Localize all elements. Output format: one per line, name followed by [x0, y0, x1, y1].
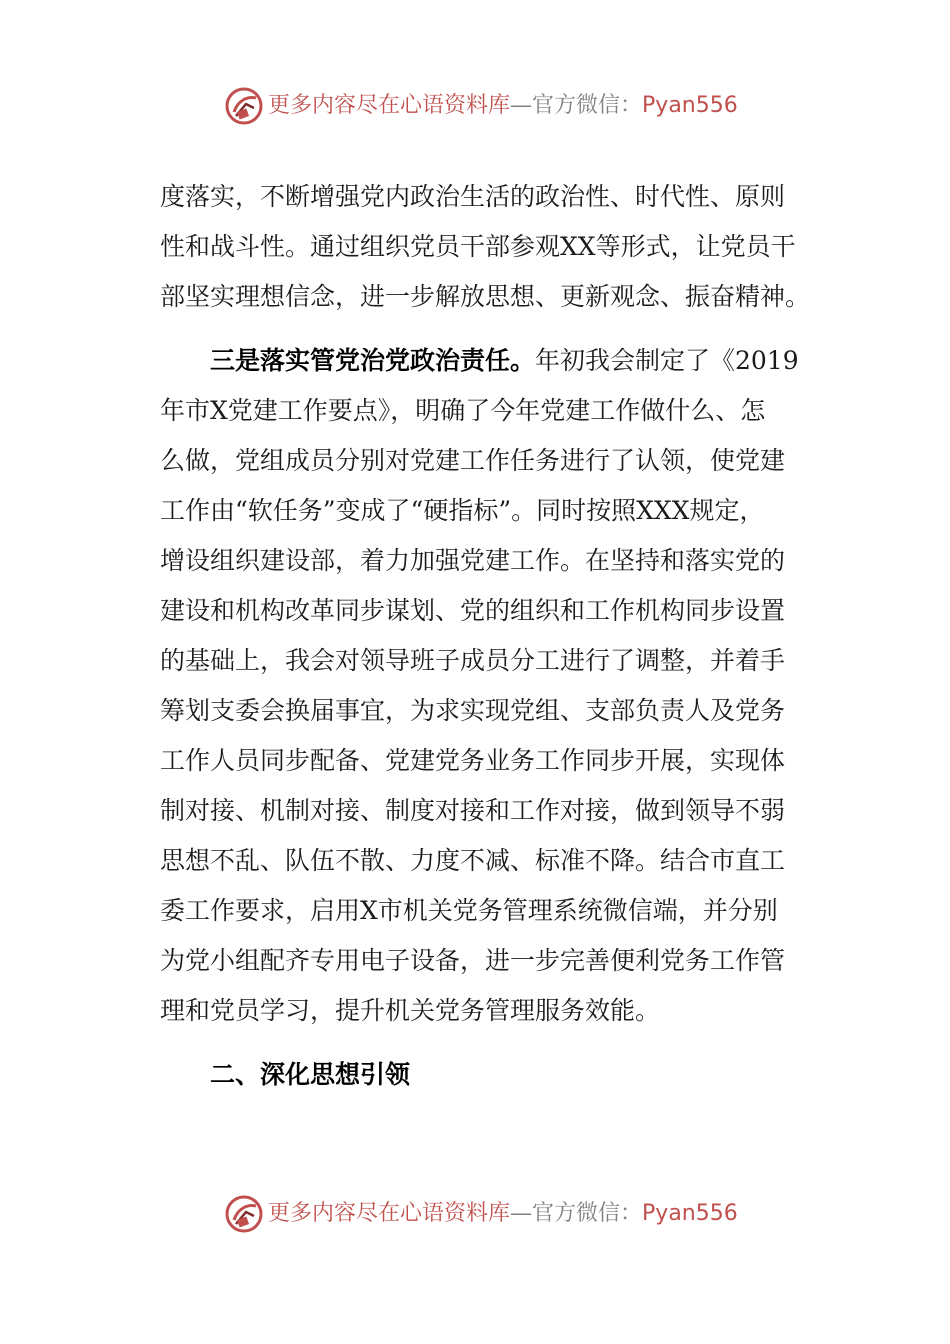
watermark-text [268, 1198, 738, 1230]
text-line: 委工作要求，启用X市机关党务管理系统微信端，并分别 [160, 896, 778, 925]
text-line: 度落实，不断增强党内政治生活的政治性、时代性、原则 [160, 182, 786, 211]
watermark-text [268, 90, 738, 122]
text-line: 年市X党建工作要点》，明确了今年党建工作做什么、怎 [160, 396, 766, 425]
text-line: 为党小组配齐专用电子设备，进一步完善便利党务工作管 [160, 946, 786, 975]
text-line: 么做，党组成员分别对党建工作任务进行了认领，使党建 [160, 446, 786, 475]
header-watermark-banner [0, 82, 950, 130]
footer-watermark-banner [0, 1190, 950, 1238]
watermark-wechat-id: Pyan556 [642, 93, 738, 118]
watermark-dash: — [510, 93, 533, 118]
text-line: 建设和机构改革同步谋划、党的组织和工作机构同步设置 [160, 596, 786, 625]
text-line: 制对接、机制对接、制度对接和工作对接，做到领导不弱 [160, 796, 786, 825]
watermark-wechat-label: 官方微信： [532, 1201, 643, 1226]
text-line: 工作由“软任务”变成了“硬指标”。同时按照XXX规定， [160, 496, 765, 525]
text-line: 部坚实理想信念，进一步解放思想、更新观念、振奋精神。 [160, 282, 811, 311]
book-logo-icon [224, 1194, 264, 1234]
watermark-wechat-label: 官方微信： [532, 93, 643, 118]
paragraph-lead-rest: 年初我会制定了《2019 [535, 346, 799, 375]
text-line: 增设组织建设部，着力加强党建工作。在坚持和落实党的 [160, 546, 786, 575]
watermark-dash: — [510, 1201, 533, 1226]
text-line: 理和党员学习，提升机关党务管理服务效能。 [160, 996, 661, 1025]
watermark-brand: 更多内容尽在心语资料库 [268, 93, 511, 118]
text-line: 思想不乱、队伍不散、力度不减、标准不降。结合市直工 [160, 846, 786, 875]
text-line: 工作人员同步配备、党建党务业务工作同步开展，实现体 [160, 746, 786, 775]
text-line: 性和战斗性。通过组织党员干部参观XX等形式，让党员干 [160, 232, 796, 261]
section-heading: 二、深化思想引领 [210, 1060, 411, 1089]
text-line: 筹划支委会换届事宜，为求实现党组、支部负责人及党务 [160, 696, 786, 725]
paragraph-lead-bold: 三是落实管党治党政治责任。 [210, 346, 536, 375]
watermark-wechat-id: Pyan556 [642, 1201, 738, 1226]
text-line [210, 345, 799, 377]
watermark-brand: 更多内容尽在心语资料库 [268, 1201, 511, 1226]
text-line: 的基础上，我会对领导班子成员分工进行了调整，并着手 [160, 646, 786, 675]
book-logo-icon [224, 86, 264, 126]
